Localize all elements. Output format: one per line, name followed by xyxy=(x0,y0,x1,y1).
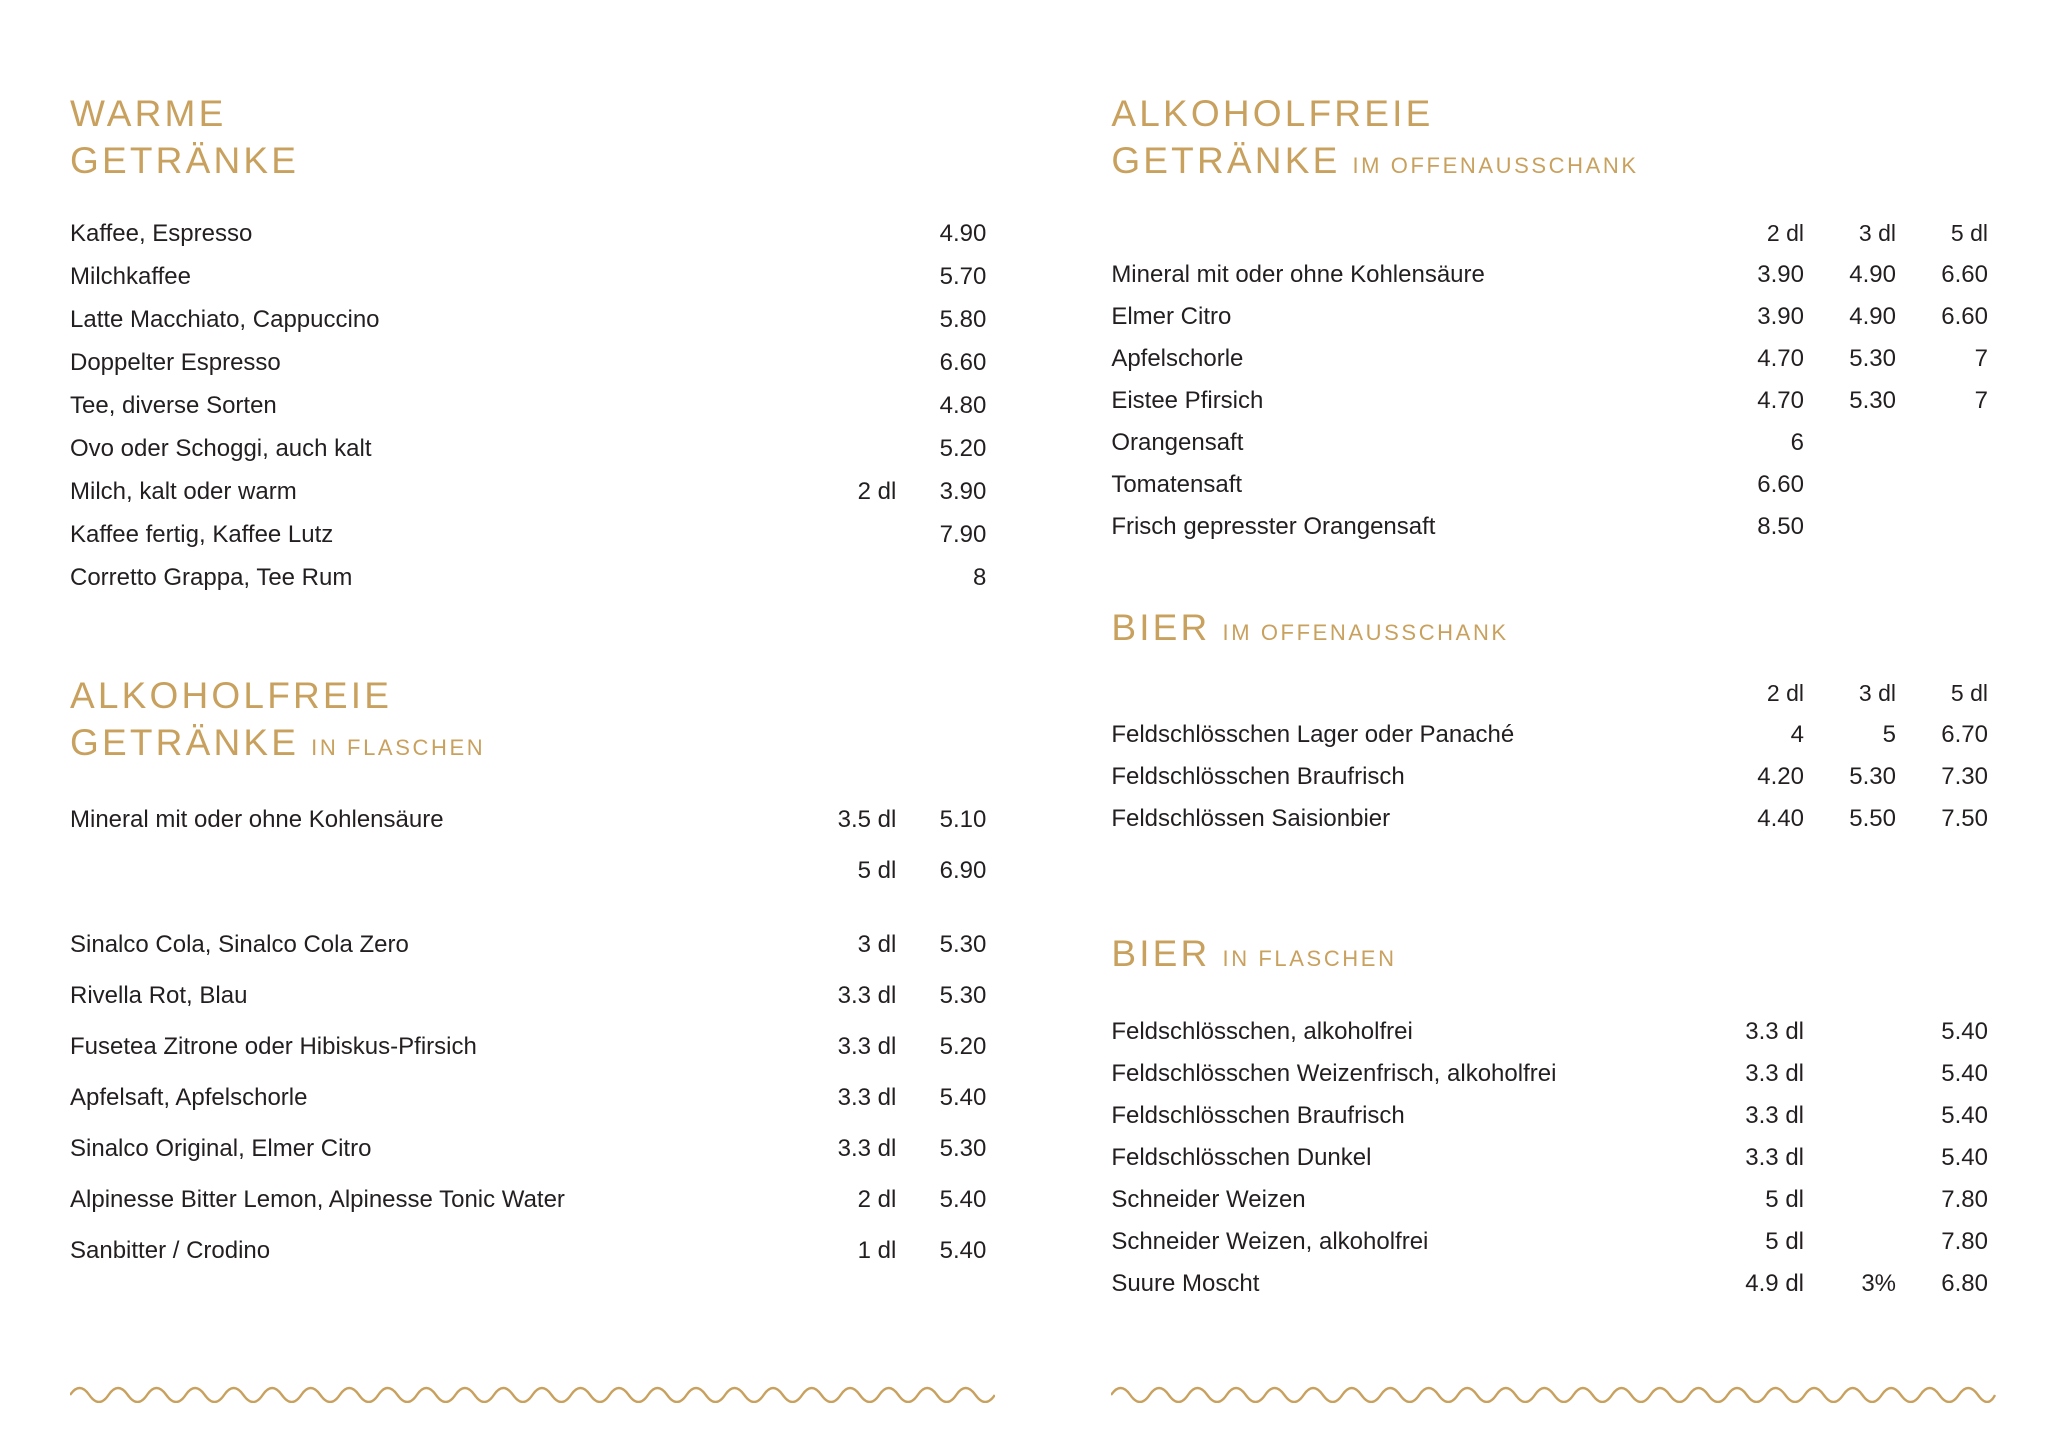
item-unit xyxy=(786,514,896,557)
item-unit: 3.3 dl xyxy=(1745,1018,1804,1046)
section-title xyxy=(1111,90,1988,185)
table-row xyxy=(70,794,986,845)
section-subtitle: IM OFFENAUSSCHANK xyxy=(1222,619,1509,645)
item-price: 3.90 xyxy=(1757,302,1804,330)
item-price: 5.30 xyxy=(939,1134,987,1162)
item-price: 3.90 xyxy=(1757,260,1804,288)
item-price xyxy=(1804,506,1896,548)
item-price: 7.50 xyxy=(1941,805,1988,833)
table-row xyxy=(70,1123,986,1174)
item-price xyxy=(1896,506,1988,548)
item-name: Sinalco Cola, Sinalco Cola Zero xyxy=(70,930,409,958)
item-price: 5.30 xyxy=(1849,386,1896,414)
column-header: 3 dl xyxy=(1858,219,1896,246)
section-title-line2: GETRÄNKE xyxy=(1111,140,1341,182)
item-unit xyxy=(786,557,896,600)
table-row xyxy=(1111,464,1988,506)
section-alkoholfreie-flaschen xyxy=(70,672,986,1277)
item-price: 5.40 xyxy=(1941,1018,1988,1046)
item-price: 7 xyxy=(1974,386,1988,414)
item-unit: 3.3 dl xyxy=(837,981,897,1009)
item-name: Elmer Citro xyxy=(1111,302,1232,330)
column-header: 5 dl xyxy=(1950,680,1988,707)
section-title xyxy=(70,672,986,767)
table-row xyxy=(70,428,986,471)
item-name: Suure Moscht xyxy=(1111,1270,1260,1298)
table-row xyxy=(70,1021,986,1072)
item-price: 8 xyxy=(972,564,987,592)
item-price: 6.70 xyxy=(1941,721,1988,749)
item-price: 4 xyxy=(1790,721,1804,749)
table-row xyxy=(1111,254,1988,296)
item-name: Apfelschorle xyxy=(1111,344,1244,372)
table-row xyxy=(70,1174,986,1225)
item-price: 4.70 xyxy=(1757,344,1804,372)
item-price: 6 xyxy=(1790,428,1804,456)
item-table xyxy=(1111,673,1988,840)
table-row xyxy=(1111,1263,1988,1305)
item-table xyxy=(1111,213,1988,548)
item-unit: 5 dl xyxy=(1765,1228,1804,1256)
item-name: Schneider Weizen xyxy=(1111,1186,1306,1214)
item-name xyxy=(70,845,786,896)
item-price xyxy=(1804,464,1896,506)
item-name: Alpinesse Bitter Lemon, Alpinesse Tonic Water xyxy=(70,1185,565,1213)
table-column-headers xyxy=(1111,213,1988,254)
item-price: 7 xyxy=(1974,344,1988,372)
table-row xyxy=(70,557,986,600)
table-row xyxy=(70,1225,986,1276)
table-row xyxy=(70,256,986,299)
item-unit xyxy=(786,213,896,256)
item-price: 6.80 xyxy=(1941,1270,1988,1298)
section-title-line2: GETRÄNKE xyxy=(70,722,300,764)
item-price: 8.50 xyxy=(1757,512,1804,540)
section-bier-flaschen xyxy=(1111,930,1988,1305)
item-name: Mineral mit oder ohne Kohlensäure xyxy=(1111,260,1485,288)
left-column xyxy=(70,90,986,1455)
item-price: 5.30 xyxy=(939,930,987,958)
item-name: Sinalco Original, Elmer Citro xyxy=(70,1134,372,1162)
section-gap xyxy=(70,600,986,672)
table-row xyxy=(70,919,986,970)
table-row xyxy=(70,342,986,385)
column-header: 3 dl xyxy=(1858,680,1896,707)
table-row xyxy=(1111,714,1988,756)
table-row xyxy=(1111,1053,1988,1095)
item-unit: 3.5 dl xyxy=(837,805,897,833)
item-name: Feldschlösschen Lager oder Panaché xyxy=(1111,721,1515,749)
item-name: Feldschlössen Saisionbier xyxy=(1111,805,1391,833)
item-price: 7.80 xyxy=(1941,1228,1988,1256)
item-unit: 4.9 dl xyxy=(1745,1270,1804,1298)
section-warme-getraenke xyxy=(70,90,986,600)
item-price: 5.20 xyxy=(939,435,987,463)
table-row xyxy=(70,514,986,557)
item-name: Feldschlösschen Dunkel xyxy=(1111,1144,1372,1172)
item-price xyxy=(1896,422,1988,464)
item-price: 5.40 xyxy=(939,1083,987,1111)
item-price: 5.50 xyxy=(1849,805,1896,833)
table-row xyxy=(1111,296,1988,338)
table-row xyxy=(1111,1011,1988,1053)
item-price: 4.90 xyxy=(939,220,987,248)
item-name: Latte Macchiato, Cappuccino xyxy=(70,306,380,334)
item-unit: 3.3 dl xyxy=(1745,1102,1804,1130)
item-price: 7.90 xyxy=(939,521,987,549)
table-row xyxy=(70,471,986,514)
item-price: 5.40 xyxy=(1941,1060,1988,1088)
section-title-line1: ALKOHOLFREIE xyxy=(1111,93,1434,134)
column-header: 2 dl xyxy=(1766,219,1804,246)
item-unit: 3.3 dl xyxy=(1745,1144,1804,1172)
item-name: Fusetea Zitrone oder Hibiskus-Pfirsich xyxy=(70,1032,477,1060)
item-name: Corretto Grappa, Tee Rum xyxy=(70,564,353,592)
table-row xyxy=(1111,1179,1988,1221)
item-name: Doppelter Espresso xyxy=(70,349,281,377)
item-note xyxy=(1804,1137,1896,1179)
item-price: 5.40 xyxy=(1941,1102,1988,1130)
item-name: Milchkaffee xyxy=(70,263,191,291)
item-unit: 2 dl xyxy=(857,1185,897,1213)
section-bier-offenausschank xyxy=(1111,604,1988,840)
section-alkoholfreie-offenausschank xyxy=(1111,90,1988,548)
section-title xyxy=(1111,604,1988,651)
item-table xyxy=(1111,1011,1988,1305)
section-title-line1: WARME xyxy=(70,93,227,134)
item-name: Eistee Pfirsich xyxy=(1111,386,1264,414)
item-price: 5.10 xyxy=(939,805,987,833)
row-spacer xyxy=(70,896,986,919)
item-name: Orangensaft xyxy=(1111,428,1244,456)
table-row xyxy=(1111,422,1988,464)
section-subtitle: IM OFFENAUSSCHANK xyxy=(1352,153,1639,179)
item-price: 5.70 xyxy=(939,263,987,291)
item-price: 4.90 xyxy=(1849,302,1896,330)
table-row xyxy=(1111,756,1988,798)
table-row xyxy=(1111,1137,1988,1179)
item-price: 5.30 xyxy=(939,981,987,1009)
item-name: Frisch gepresster Orangensaft xyxy=(1111,512,1436,540)
item-name: Kaffee, Espresso xyxy=(70,220,253,248)
table-row xyxy=(1111,338,1988,380)
item-unit xyxy=(786,385,896,428)
item-price: 5.40 xyxy=(939,1236,987,1264)
item-note: 3% xyxy=(1861,1270,1896,1298)
item-name: Rivella Rot, Blau xyxy=(70,981,248,1009)
section-subtitle: IN FLASCHEN xyxy=(1222,946,1397,972)
item-name: Kaffee fertig, Kaffee Lutz xyxy=(70,521,334,549)
item-price: 6.60 xyxy=(1941,260,1988,288)
item-price: 6.60 xyxy=(1757,470,1804,498)
item-price: 6.60 xyxy=(1941,302,1988,330)
item-unit: 2 dl xyxy=(857,478,897,506)
wave-divider-right xyxy=(1111,1381,1996,1403)
item-unit xyxy=(786,342,896,385)
item-price: 7.80 xyxy=(1941,1186,1988,1214)
item-price xyxy=(1896,464,1988,506)
section-title-line1: BIER xyxy=(1111,606,1211,648)
item-table xyxy=(70,213,986,600)
item-unit: 1 dl xyxy=(857,1236,897,1264)
item-note xyxy=(1804,1053,1896,1095)
item-price: 5.40 xyxy=(1941,1144,1988,1172)
section-title-line1: ALKOHOLFREIE xyxy=(70,674,393,716)
column-header: 2 dl xyxy=(1766,680,1804,707)
item-price: 4.20 xyxy=(1757,763,1804,791)
table-row xyxy=(70,970,986,1021)
table-column-headers xyxy=(1111,673,1988,714)
table-row xyxy=(1111,1095,1988,1137)
item-name: Mineral mit oder ohne Kohlensäure xyxy=(70,805,444,833)
table-row xyxy=(1111,798,1988,840)
item-name: Schneider Weizen, alkoholfrei xyxy=(1111,1228,1429,1256)
item-unit: 3.3 dl xyxy=(837,1032,897,1060)
table-row xyxy=(1111,380,1988,422)
item-unit: 3 dl xyxy=(857,930,897,958)
item-unit: 5 dl xyxy=(857,856,897,884)
section-title-line2: GETRÄNKE xyxy=(70,140,300,182)
item-name: Tomatensaft xyxy=(1111,470,1243,498)
item-price: 6.90 xyxy=(939,856,987,884)
item-price: 5.30 xyxy=(1849,763,1896,791)
section-title xyxy=(1111,930,1988,977)
item-unit: 3.3 dl xyxy=(837,1134,897,1162)
item-price: 7.30 xyxy=(1941,763,1988,791)
item-unit xyxy=(786,256,896,299)
section-title xyxy=(70,90,986,185)
item-price xyxy=(1804,422,1896,464)
item-name: Sanbitter / Crodino xyxy=(70,1236,271,1264)
item-price: 5.20 xyxy=(939,1032,987,1060)
section-subtitle: IN FLASCHEN xyxy=(311,735,486,761)
table-row xyxy=(70,213,986,256)
right-column xyxy=(1071,90,1988,1455)
item-name: Ovo oder Schoggi, auch kalt xyxy=(70,435,372,463)
item-name: Feldschlösschen, alkoholfrei xyxy=(1111,1018,1413,1046)
item-unit: 3.3 dl xyxy=(1745,1060,1804,1088)
item-price: 4.40 xyxy=(1757,805,1804,833)
item-unit: 5 dl xyxy=(1765,1186,1804,1214)
item-name: Tee, diverse Sorten xyxy=(70,392,277,420)
item-price: 5.40 xyxy=(939,1185,987,1213)
section-gap xyxy=(1111,548,1988,604)
wave-divider-left xyxy=(70,1381,995,1403)
item-name: Feldschlösschen Braufrisch xyxy=(1111,763,1405,791)
item-table xyxy=(70,794,986,1276)
section-title-line1: BIER xyxy=(1111,933,1211,975)
item-unit xyxy=(786,299,896,342)
item-price: 5.80 xyxy=(939,306,987,334)
section-gap xyxy=(1111,840,1988,930)
item-price: 6.60 xyxy=(939,349,987,377)
item-name: Milch, kalt oder warm xyxy=(70,478,297,506)
table-row xyxy=(70,385,986,428)
table-row xyxy=(1111,506,1988,548)
table-row xyxy=(70,1072,986,1123)
item-price: 4.80 xyxy=(939,392,987,420)
column-header: 5 dl xyxy=(1950,219,1988,246)
table-row xyxy=(70,299,986,342)
item-price: 5 xyxy=(1882,721,1896,749)
item-name: Apfelsaft, Apfelschorle xyxy=(70,1083,308,1111)
item-note xyxy=(1804,1011,1896,1053)
table-row xyxy=(70,845,986,896)
item-price: 4.70 xyxy=(1757,386,1804,414)
table-row xyxy=(1111,1221,1988,1263)
item-price: 3.90 xyxy=(939,478,987,506)
item-unit: 3.3 dl xyxy=(837,1083,897,1111)
item-name: Feldschlösschen Weizenfrisch, alkoholfrei xyxy=(1111,1060,1557,1088)
item-unit xyxy=(786,428,896,471)
item-name: Feldschlösschen Braufrisch xyxy=(1111,1102,1405,1130)
item-note xyxy=(1804,1179,1896,1221)
item-note xyxy=(1804,1221,1896,1263)
item-price: 4.90 xyxy=(1849,260,1896,288)
item-note xyxy=(1804,1095,1896,1137)
item-price: 5.30 xyxy=(1849,344,1896,372)
